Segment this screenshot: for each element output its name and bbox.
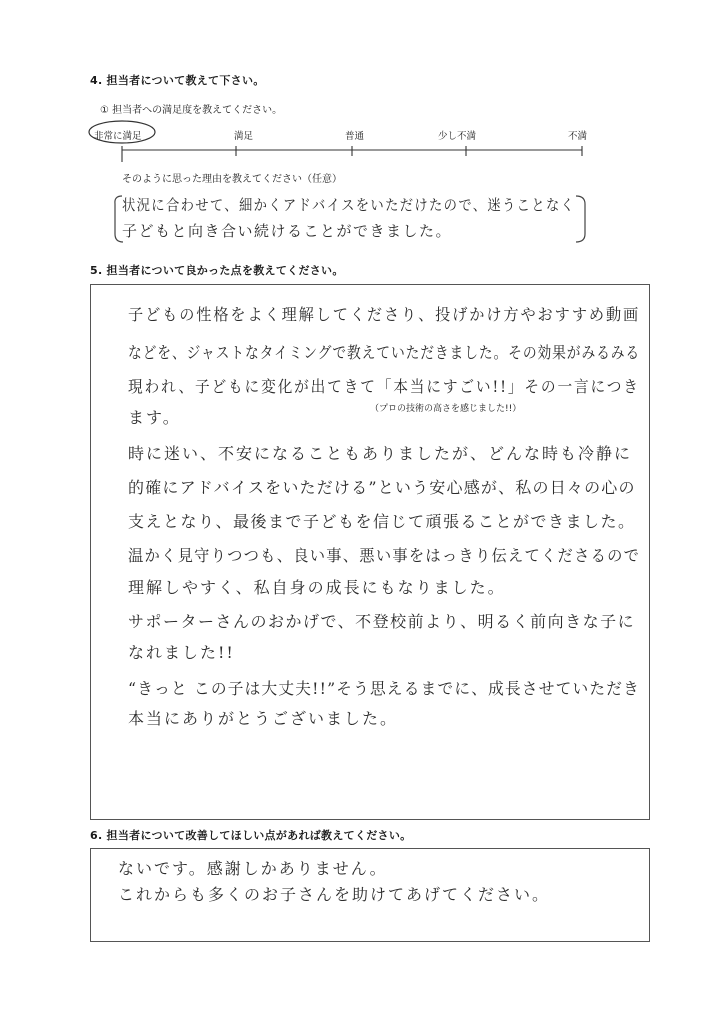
scale-label-very-satisfied[interactable]: 非常に満足 [94,131,142,142]
q5-line-13: 本当にありがとうございました。 [128,709,399,728]
q5-line-2: などを、ジャストなタイミングで教えていただきました。その効果がみるみる [128,343,641,362]
q5-line-7: 支えとなり、最後まで子どもを信じて頑張ることができました。 [128,512,636,531]
q4-sub-question: ① 担当者への満足度を教えてください。 [100,105,283,116]
satisfaction-scale [80,110,600,170]
q5-line-6: 的確にアドバイスをいただける”という安心感が、私の日々の心の [128,478,636,497]
reason-line-1: 状況に合わせて、細かくアドバイスをいただけたので、迷うことなく [122,196,576,214]
q5-line-9: 理解しやすく、私自身の成長にもなりました。 [128,578,506,597]
q5-line-4: ます。 [128,408,181,427]
scale-label-satisfied[interactable]: 満足 [234,131,254,142]
q6-line-2: これからも多くのお子さんを助けてあげてください。 [118,885,551,904]
reason-prompt: そのように思った理由を教えてください（任意） [122,174,342,185]
selected-circle [89,121,155,143]
scale-label-neutral[interactable]: 普通 [345,131,365,142]
scale-label-dissatisfied[interactable]: 不満 [568,131,588,142]
q6-title: 6. 担当者について改善してほしい点があれば教えてください。 [90,829,412,842]
q6-line-1: ないです。感謝しかありません。 [118,859,388,878]
q5-line-10: サポーターさんのおかげで、不登校前より、明るく前向きな子に [128,612,636,631]
q5-line-12: “きっと この子は大丈夫!!”そう思えるまでに、成長させていただき [128,679,640,698]
q5-title: 5. 担当者について良かった点を教えてください。 [90,264,344,277]
reason-line-2: 子どもと向き合い続けることができました。 [122,222,453,240]
q5-note: （プロの技術の高さを感じました!!） [370,404,522,414]
q5-line-8: 温かく見守りつつも、良い事、悪い事をはっきり伝えてくださるので [128,546,641,565]
scale-label-slightly-dissatisfied[interactable]: 少し不満 [438,131,477,142]
q4-title: 4. 担当者について教えて下さい。 [90,74,265,87]
q5-line-5: 時に迷い、不安になることもありましたが、どんな時も冷静に [128,444,633,463]
q5-line-11: なれました!! [128,643,235,662]
q5-line-3: 現われ、子どもに変化が出てきて「本当にすごい!!」その一言につき [128,377,640,396]
q5-line-1: 子どもの性格をよく理解してくださり、投げかけ方やおすすめ動画 [128,305,641,324]
